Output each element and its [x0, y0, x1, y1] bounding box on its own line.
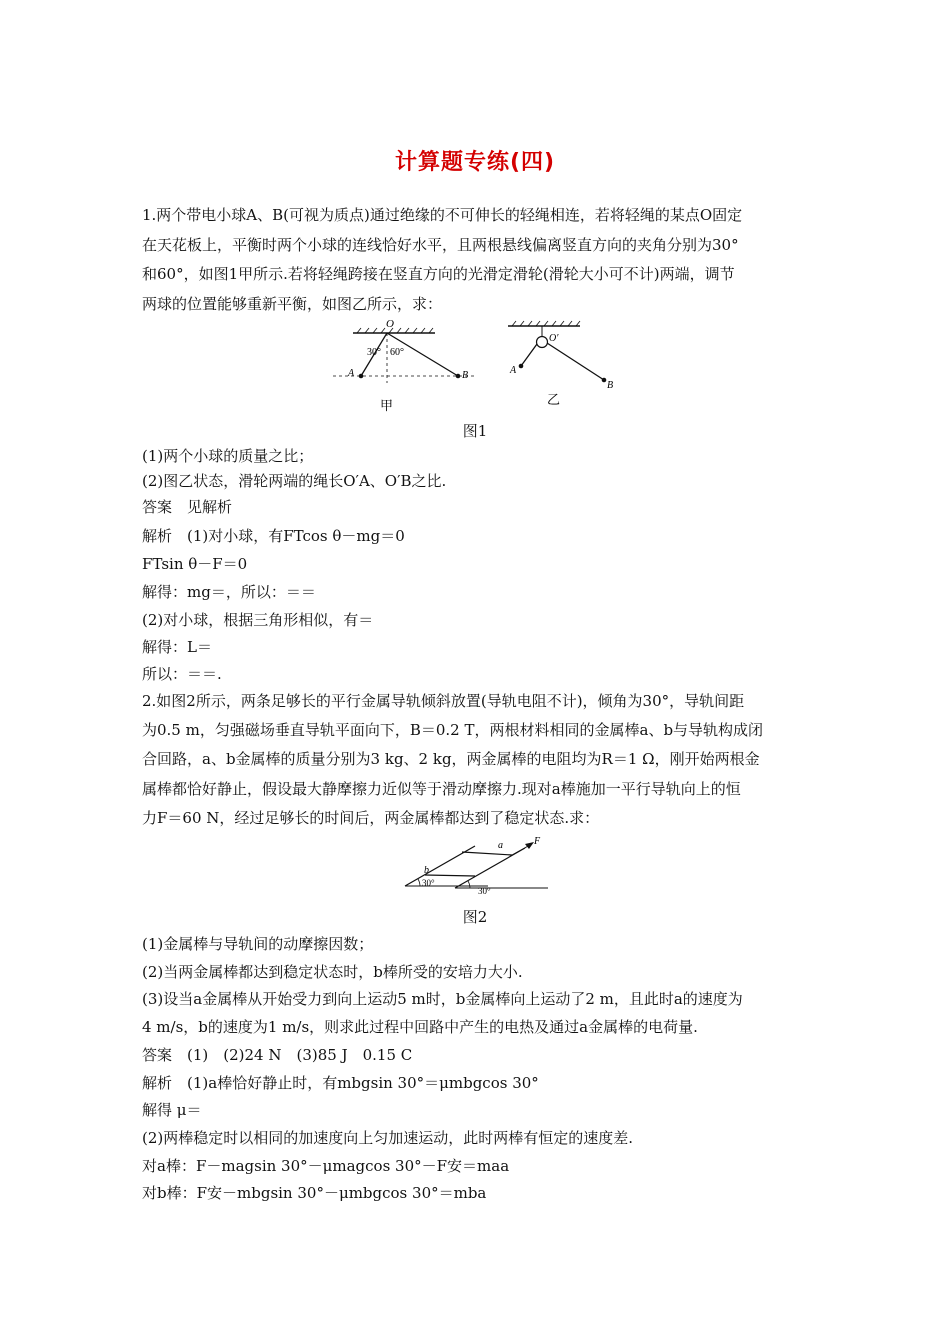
label-b: B — [462, 370, 469, 381]
label-a: a — [498, 840, 503, 851]
q1-text-line: 和60°，如图1甲所示.若将轻绳跨接在竖直方向的光滑定滑轮(滑轮大小可不计)两端，调节 — [142, 265, 735, 283]
q2-solution-line: (2)两棒稳定时以相同的加速度向上匀加速运动，此时两棒有恒定的速度差. — [142, 1129, 634, 1147]
q2-solution-line: 对b棒：F安－mbgsin 30°－μmbgcos 30°＝mba — [142, 1184, 487, 1202]
page-title: 计算题专练(四) — [394, 150, 556, 175]
q2-part: (3)设当a金属棒从开始受力到向上运动5 m时，b金属棒向上运动了2 m，且此时a的速度为 — [142, 990, 743, 1008]
q1-text-line: 在天花板上，平衡时两个小球的连线恰好水平，且两根悬线偏离竖直方向的夹角分别为30° — [142, 236, 739, 254]
figure-2 — [400, 832, 560, 904]
figure-1-caption: 图1 — [462, 422, 488, 440]
q1-part: (1)两个小球的质量之比； — [142, 447, 314, 465]
q1-text-line: 1.两个带电小球A、B(可视为质点)通过绝缘的不可伸长的轻绳相连，若将轻绳的某点O固定 — [142, 206, 743, 224]
q1-solution-line: FTsin θ－F＝0 — [142, 555, 248, 573]
figure-1-jia — [333, 318, 475, 413]
q2-part: (2)当两金属棒都达到稳定状态时，b棒所受的安培力大小. — [142, 963, 523, 981]
q2-text-line: 合回路，a、b金属棒的质量分别为3 kg、2 kg，两金属棒的电阻均为R＝1 Ω，刚开始两根金 — [142, 750, 760, 768]
q1-solution-line: (2)对小球，根据三角形相似，有＝ — [142, 611, 374, 629]
q2-text-line: 属棒都恰好静止，假设最大静摩擦力近似等于滑动摩擦力.现对a棒施加一平行导轨向上的恒 — [142, 780, 741, 798]
q1-solution-line: 所以：＝＝. — [142, 665, 222, 683]
angle-60-label: 60° — [390, 347, 404, 358]
angle-label-1: 30° — [422, 878, 435, 888]
label-f: F — [534, 836, 541, 847]
q2-text-line: 为0.5 m，匀强磁场垂直导轨平面向下，B＝0.2 T，两根材料相同的金属棒a、b与导轨构成闭 — [142, 721, 764, 739]
q2-answer: 答案 (1) (2)24 N (3)85 J 0.15 C — [142, 1046, 413, 1064]
figure-label-jia: 甲 — [380, 398, 394, 413]
q1-solution-line: 解得：mg＝，所以：＝＝ — [142, 583, 316, 601]
label-o: O — [386, 318, 394, 330]
q1-solution-line: 解得：L＝ — [142, 638, 212, 656]
q2-text-line: 2.如图2所示，两条足够长的平行金属导轨倾斜放置(导轨电阻不计)，倾角为30°，导轨间距 — [142, 692, 745, 710]
q2-solution-line: 解得 μ＝ — [142, 1101, 202, 1119]
q1-answer: 答案 见解析 — [142, 498, 233, 516]
figure-label-yi: 乙 — [547, 392, 561, 407]
q2-part: 4 m/s，b的速度为1 m/s，则求此过程中回路中产生的电热及通过a金属棒的电荷量. — [142, 1018, 698, 1036]
angle-label-2: 30° — [478, 886, 491, 896]
q2-solution-line: 对a棒：F－magsin 30°－μmagcos 30°－F安＝maa — [142, 1157, 510, 1175]
label-o-prime: O′ — [549, 333, 559, 344]
figure-1 — [325, 318, 630, 418]
q1-solution-line: 解析 (1)对小球，有FTcos θ－mg＝0 — [142, 527, 405, 545]
figure-1-yi — [508, 321, 613, 407]
q2-solution-line: 解析 (1)a棒恰好静止时，有mbgsin 30°＝μmbgcos 30° — [142, 1074, 539, 1092]
q2-text-line: 力F＝60 N，经过足够长的时间后，两金属棒都达到了稳定状态.求： — [142, 809, 600, 827]
q1-part: (2)图乙状态，滑轮两端的绳长O′A、O′B之比. — [142, 472, 447, 490]
q1-text-line: 两球的位置能够重新平衡，如图乙所示，求： — [142, 295, 443, 313]
figure-2-caption: 图2 — [462, 908, 488, 926]
label-b: B — [607, 380, 614, 391]
label-b: b — [424, 865, 429, 876]
q2-part: (1)金属棒与导轨间的动摩擦因数； — [142, 935, 374, 953]
label-a: A — [510, 365, 517, 376]
angle-30-label: 30° — [367, 347, 381, 358]
label-a: A — [348, 368, 355, 379]
